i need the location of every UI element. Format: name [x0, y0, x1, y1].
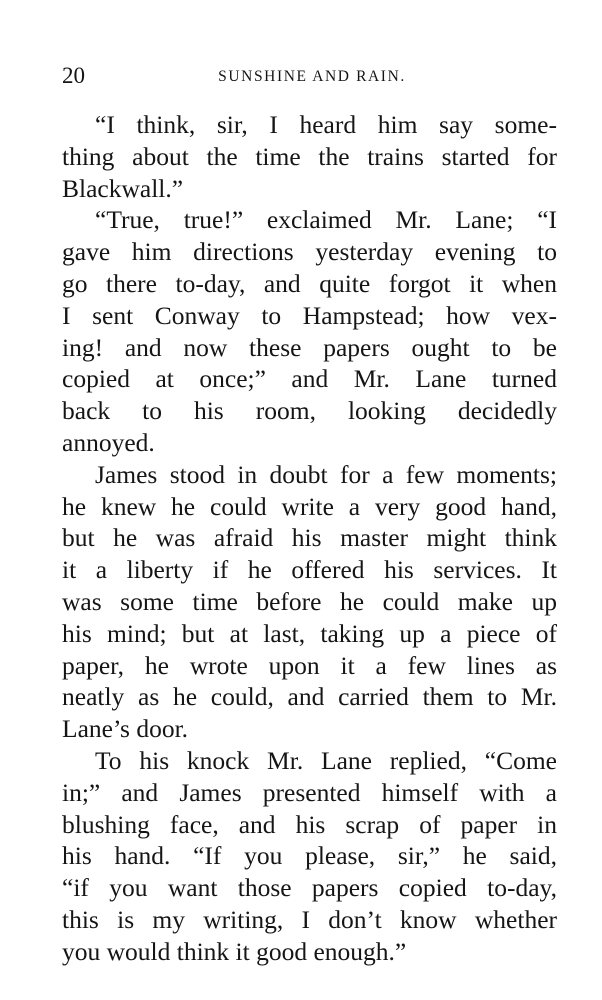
- text-line: back to his room, looking decidedly: [62, 396, 557, 426]
- text-line: I sent Conway to Hampstead; how vex-: [62, 300, 557, 330]
- text-line: it a liberty if he offered his services. It: [62, 555, 557, 585]
- text-line: this is my writing, I don’t know whether: [62, 904, 557, 934]
- text-line: in;” and James presented himself with a: [62, 777, 557, 807]
- text-line: but he was afraid his master might think: [62, 523, 557, 553]
- text-line: you would think it good enough.”: [62, 936, 407, 966]
- text-line: thing about the time the trains started for: [62, 141, 557, 171]
- running-head: [62, 62, 562, 90]
- paragraph: [62, 204, 557, 458]
- text-line: he knew he could write a very good hand,: [62, 491, 557, 521]
- text-line: was some time before he could make up: [62, 586, 557, 616]
- running-title: SUNSHINE AND RAIN.: [218, 68, 406, 85]
- paragraph: [62, 109, 557, 204]
- page-number: 20: [62, 63, 85, 88]
- body-text: [62, 109, 557, 968]
- text-line: ing! and now these papers ought to be: [62, 332, 557, 362]
- text-line: gave him directions yesterday evening to: [62, 237, 557, 267]
- text-line: copied at once;” and Mr. Lane turned: [62, 364, 557, 394]
- paragraph: [62, 459, 557, 745]
- text-line: neatly as he could, and carried them to Mr.: [62, 682, 557, 712]
- text-line: Lane’s door.: [62, 714, 189, 744]
- text-line: blushing face, and his scrap of paper in: [62, 809, 557, 839]
- text-line: his mind; but at last, taking up a piece of: [62, 618, 557, 648]
- text-line: Blackwall.”: [62, 173, 184, 203]
- text-line: “I think, sir, I heard him say some-: [95, 110, 557, 139]
- paragraph: [62, 745, 557, 968]
- text-line: “True, true!” exclaimed Mr. Lane; “I: [95, 205, 557, 235]
- text-line: go there to-day, and quite forgot it when: [62, 268, 557, 298]
- text-line: To his knock Mr. Lane replied, “Come: [95, 745, 557, 775]
- text-line: annoyed.: [62, 427, 155, 457]
- text-line: “if you want those papers copied to-day,: [62, 873, 557, 903]
- text-line: paper, he wrote upon it a few lines as: [62, 650, 557, 680]
- text-line: James stood in doubt for a few moments;: [95, 459, 557, 489]
- text-line: his hand. “If you please, sir,” he said,: [62, 841, 557, 871]
